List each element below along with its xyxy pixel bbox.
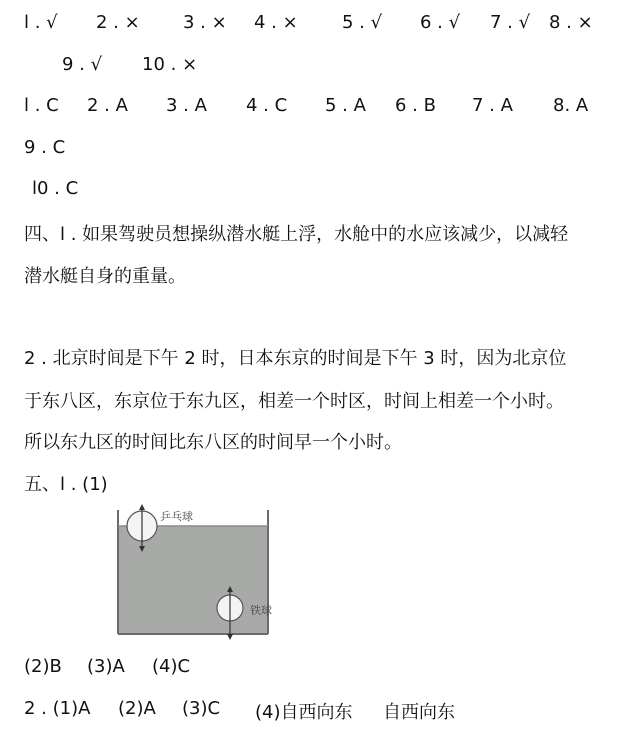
answer-item: 9 . √ — [62, 54, 103, 75]
answer-item: 2 . × — [96, 12, 140, 33]
answer-item: 4 . × — [254, 12, 298, 33]
answer-item: 7 . A — [472, 95, 513, 116]
answer-item: (2)A — [118, 698, 156, 719]
section5-heading: 五、l . (1) — [24, 474, 108, 495]
answer-item: 6 . B — [395, 95, 436, 116]
section4-q2-line2: 于东八区，东京位于东九区，相差一个时区，时间上相差一个小时。 — [24, 391, 564, 412]
answer-item: 8 . × — [549, 12, 593, 33]
tank-diagram — [114, 504, 280, 642]
answer-item: l . √ — [24, 12, 58, 33]
answer-item: 2 . A — [87, 95, 128, 116]
answer-item: 自西向东 — [383, 702, 455, 723]
buoyancy-figure — [114, 504, 280, 642]
answer-item: (3)C — [182, 698, 221, 719]
water-area — [118, 526, 268, 634]
answer-item: 5 . A — [325, 95, 366, 116]
answer-item: 5 . √ — [342, 12, 383, 33]
choice-answer-9: 9 . C — [24, 137, 66, 158]
answer-item: l . C — [24, 95, 59, 116]
answer-item: 4 . C — [246, 95, 288, 116]
answer-item: 8. A — [553, 95, 589, 116]
answer-item: (4)自西向东 — [255, 702, 353, 723]
answer-item: 6 . √ — [420, 12, 461, 33]
answer-item: 3 . × — [183, 12, 227, 33]
answer-item: (3)A — [87, 656, 125, 677]
section4-q2-line3: 所以东九区的时间比东八区的时间早一个小时。 — [24, 432, 402, 453]
label-ping-pong: 乒乓球 — [160, 510, 193, 523]
buoyancy-arrowhead — [139, 504, 145, 510]
answer-item: (2)B — [24, 656, 62, 677]
label-iron-ball: 铁球 — [250, 604, 272, 617]
section4-q2-line1: 2 . 北京时间是下午 2 时，日本东京的时间是下午 3 时，因为北京位 — [24, 348, 567, 369]
iron-gravity-arrowhead — [227, 634, 233, 640]
choice-answer-10: l0 . C — [32, 178, 79, 199]
answer-item: 3 . A — [166, 95, 207, 116]
section4-q1-line2: 潜水艇自身的重量。 — [24, 266, 186, 287]
answer-item: 10 . × — [142, 54, 198, 75]
section4-q1-line1: 四、l . 如果驾驶员想操纵潜水艇上浮，水舱中的水应该减少，以减轻 — [24, 224, 569, 245]
answer-item: 7 . √ — [490, 12, 531, 33]
answer-item: (4)C — [152, 656, 191, 677]
answer-item: 2 . (1)A — [24, 698, 91, 719]
